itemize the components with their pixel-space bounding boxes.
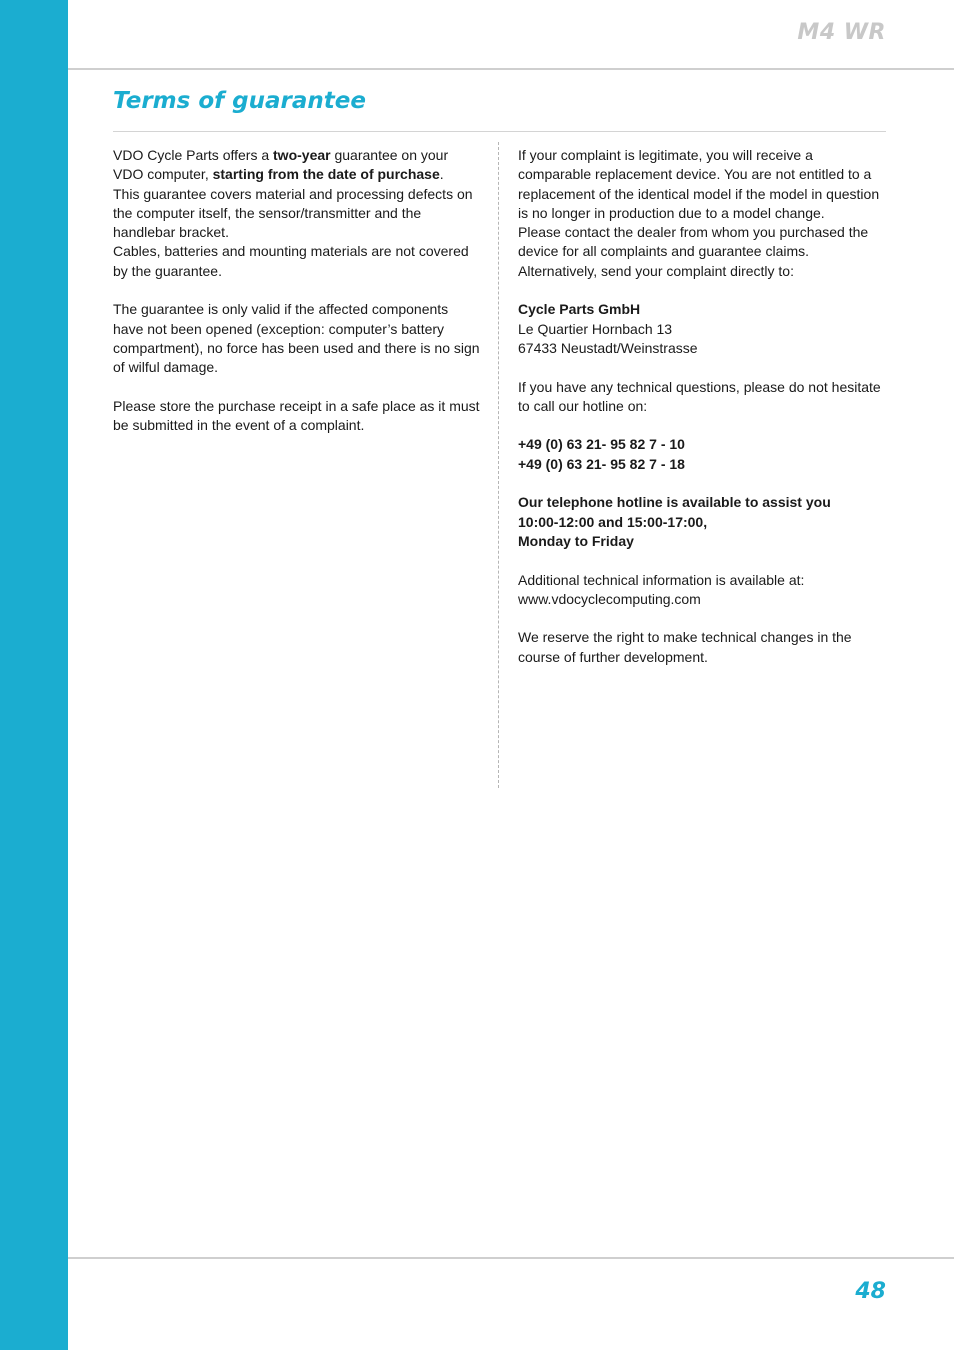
website-link[interactable]: www.vdocyclecomputing.com	[518, 590, 701, 607]
address-city: 67433 Neustadt/Weinstrasse	[518, 339, 698, 356]
receipt-paragraph: Please store the purchase receipt in a safe place as it must be submitted in the event of a complaint.	[113, 397, 480, 434]
intro-text-1: VDO Cycle Parts offers a	[113, 147, 274, 163]
hours-line-1: Our telephone hotline is available to assist you	[518, 494, 831, 511]
coverage-paragraph: This guarantee covers material and processing defects on the computer itself, the sensor/transmitter and the handlebar bracket.	[113, 185, 473, 241]
info-paragraph	[518, 571, 886, 610]
model-name: M4 WR	[797, 20, 886, 45]
intro-text-3: VDO computer,	[113, 166, 213, 183]
validity-line-2: have not been opened (exception: computer’s battery compartment), no force has been used and there is no sign of wilful damage.	[113, 320, 480, 376]
contact-paragraph: Please contact the dealer from whom you purchased the device for all complaints and guarantee claims. Alternatively, send your complaint directly to:	[518, 224, 869, 279]
column-divider	[498, 142, 499, 788]
guarantee-start: starting from the date of purchase	[212, 166, 440, 183]
exclusions-paragraph: Cables, batteries and mounting materials are not covered by the guarantee.	[113, 243, 469, 279]
address-street: Le Quartier Hornbach 13	[518, 320, 673, 337]
company-name: Cycle Parts GmbH	[518, 301, 641, 318]
guarantee-intro	[113, 146, 481, 185]
hotline-paragraph: If you have any technical questions, please do not hesitate to call our hotline on:	[518, 378, 881, 414]
side-accent-bar	[0, 0, 68, 1350]
page-number: 48	[855, 1279, 886, 1304]
right-column	[518, 146, 886, 667]
page-title: Terms of guarantee	[113, 88, 366, 114]
validity-line-1: The guarantee is only valid if the affected components	[113, 301, 449, 318]
footer-divider	[68, 1257, 954, 1259]
hours-line-2: 10:00-12:00 and 15:00-17:00,	[518, 513, 708, 530]
phone-block	[518, 435, 886, 474]
header-divider	[68, 68, 954, 70]
reservation-paragraph: We reserve the right to make technical changes in the course of further development.	[518, 629, 852, 665]
intro-text-4: .	[439, 166, 444, 183]
validity-paragraph	[113, 300, 481, 377]
guarantee-term: two-year	[273, 147, 331, 163]
info-text: Additional technical information is available at:	[518, 571, 805, 588]
title-divider	[113, 131, 886, 132]
intro-text-2: guarantee on your	[330, 147, 449, 163]
hotline-hours	[518, 493, 886, 551]
address-block	[518, 300, 886, 358]
phone-number-1: +49 (0) 63 21- 95 82 7 - 10	[518, 436, 685, 453]
phone-number-2: +49 (0) 63 21- 95 82 7 - 18	[518, 455, 685, 472]
hours-line-3: Monday to Friday	[518, 532, 634, 549]
replacement-paragraph: If your complaint is legitimate, you will receive a comparable replacement device. You are not entitled to a replacement of the identical model if the model in question is no longer in production due to a model change.	[518, 147, 880, 221]
left-column	[113, 146, 481, 435]
